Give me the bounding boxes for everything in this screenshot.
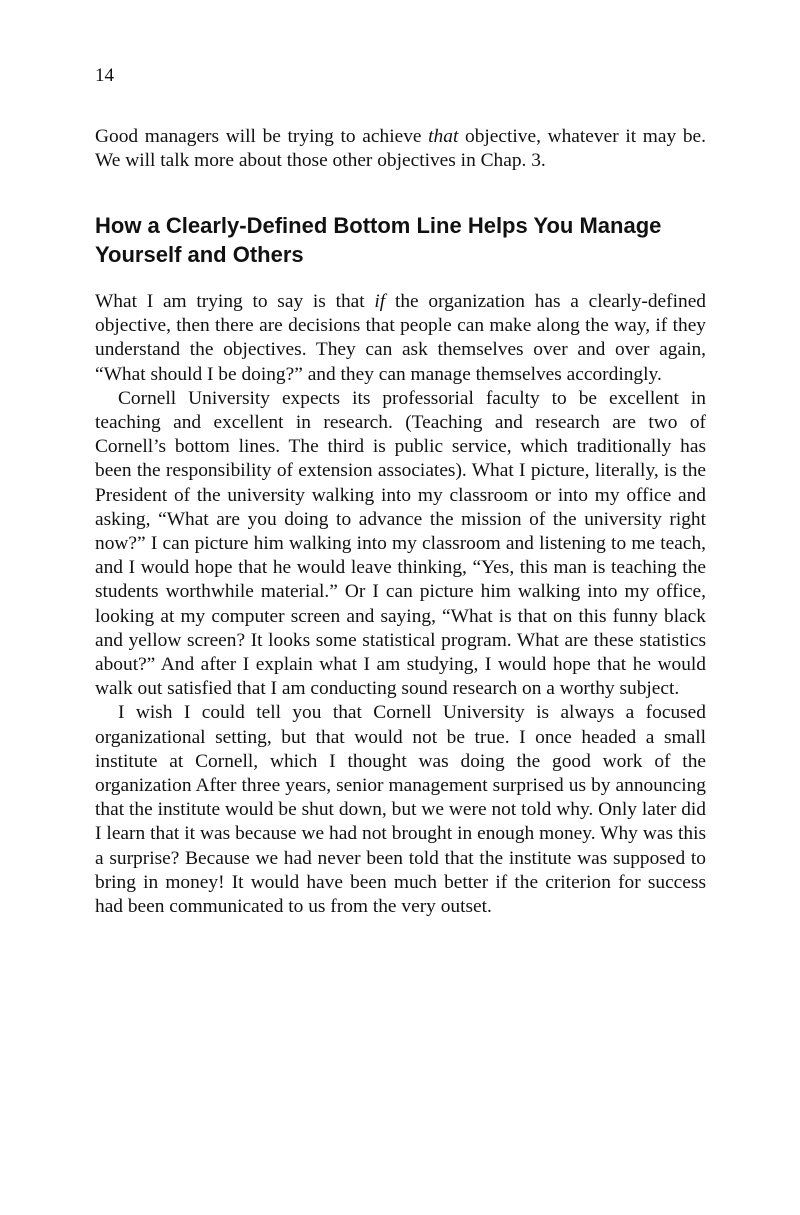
paragraph-1 bbox=[95, 290, 706, 387]
paragraph-1-emphasis: if bbox=[374, 291, 386, 312]
paragraph-1-end: the organization has a clearly-defined objective, then there are decisions that people can make along the way, if they understand the objectives. They can ask themselves over and over again, “What should I be doing?” and they can manage themselves accordingly. bbox=[95, 291, 706, 385]
section-heading: How a Clearly-Defined Bottom Line Helps You Manage Yourself and Others bbox=[95, 213, 662, 267]
paragraph-3: I wish I could tell you that Cornell University is always a focused organizational setting, but that would not be true. I once headed a small institute at Cornell, which I thought was doing the good work of the organization After three years, senior management surprised us by announcing that the institute would be shut down, but we were not told why. Only later did I learn that it was because we had not brought in enough money. Why was this a surprise? Because we had never been told that the institute was supposed to bring in money! It would have been much better if the criterion for success had been communicated to us from the very outset. bbox=[95, 702, 706, 918]
page-number: 14 bbox=[95, 65, 114, 86]
intro-emphasis: that bbox=[428, 126, 459, 147]
paragraph-2: Cornell University expects its professorial faculty to be excellent in teaching and excellent in research. (Teaching and research are two of Cornell’s bottom lines. The third is public service, which traditionally has been the responsibility of extension associates). What I picture, literally, is the President of the university walking into my classroom or into my office and asking, “What are you doing to advance the mission of the university right now?” I can picture him walking into my classroom and listening to me teach, and I would hope that he would leave thinking, “Yes, this man is teaching the students worthwhile material.” Or I can picture him walking into my office, looking at my computer screen and saying, “What is that on this funny black and yellow screen? It looks some statistical program. What are these statistics about?” And after I explain what I am studying, I would hope that he would walk out satisfied that I am conducting sound research on a worthy subject. bbox=[95, 387, 706, 700]
paragraph-1-start: What I am trying to say is that bbox=[95, 291, 375, 312]
intro-paragraph bbox=[95, 125, 706, 173]
intro-text-end: objective, whatever it may be. We will talk more about those other objectives in Chap. 3. bbox=[95, 126, 706, 172]
section-body bbox=[95, 290, 706, 919]
intro-text-start: Good managers will be trying to achieve bbox=[95, 126, 429, 147]
